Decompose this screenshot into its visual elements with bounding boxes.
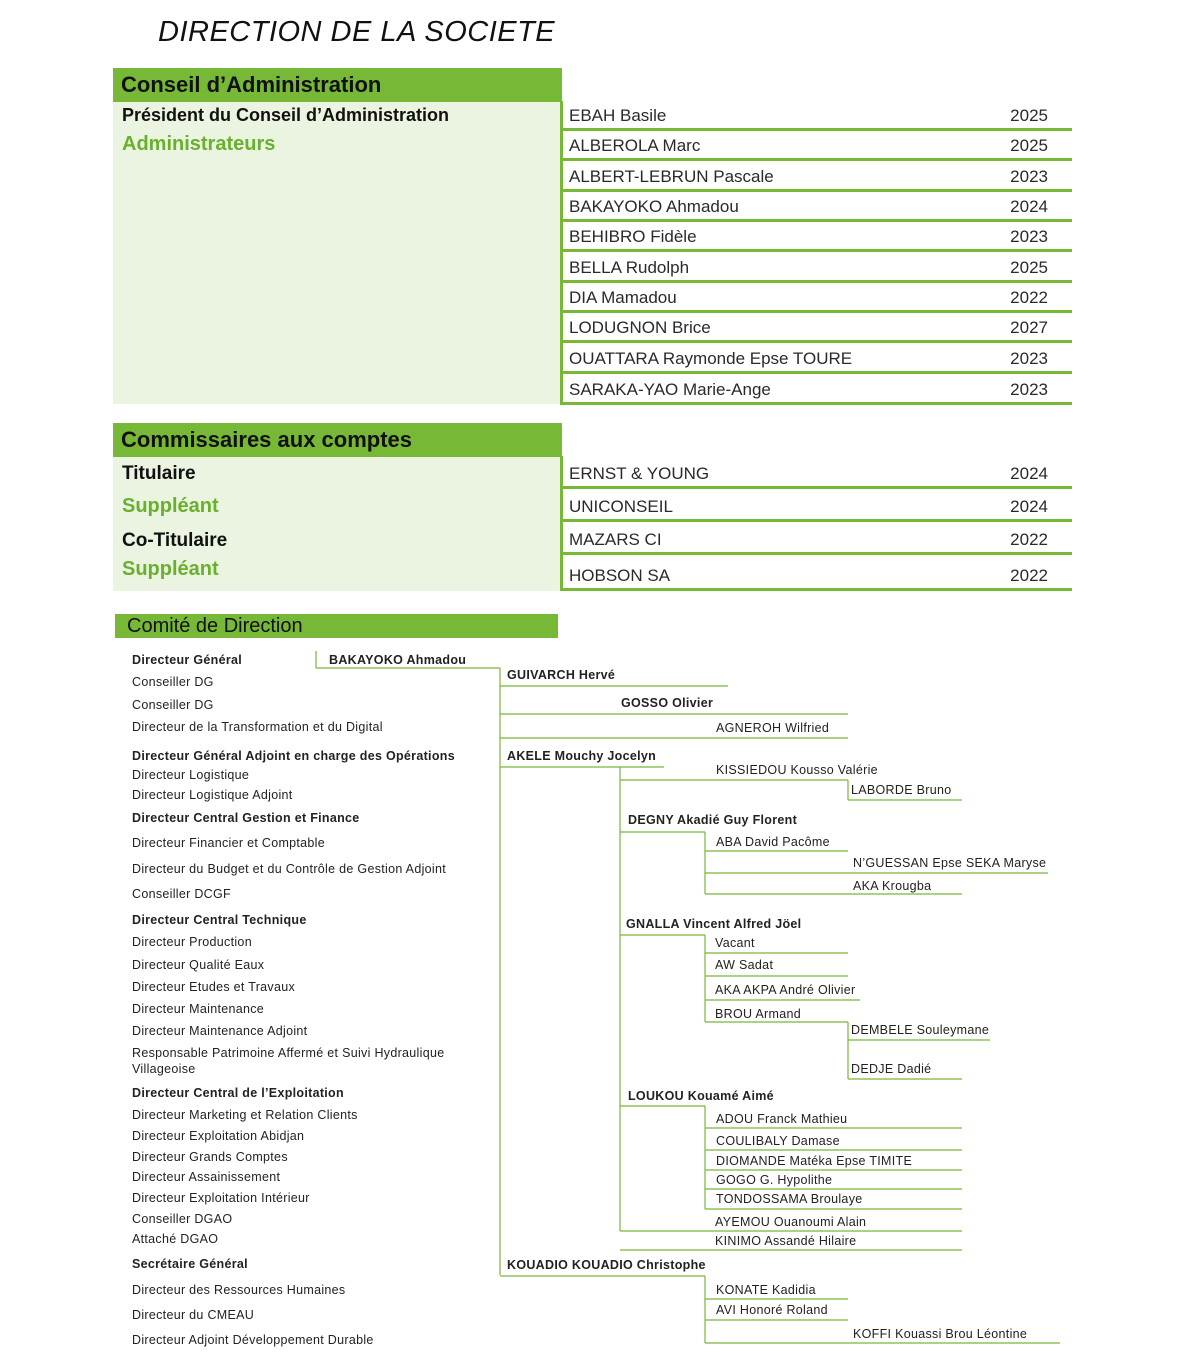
role-label: Directeur Exploitation Intérieur xyxy=(132,1191,310,1205)
committee-header: Comité de Direction xyxy=(115,614,558,638)
role-label: Directeur Central de l’Exploitation xyxy=(132,1086,344,1100)
member-name: DIA Mamadou xyxy=(569,288,677,307)
role-label: Directeur Marketing et Relation Clients xyxy=(132,1108,358,1122)
board-member-row xyxy=(560,222,1072,252)
person-name: AKELE Mouchy Jocelyn xyxy=(507,749,657,763)
person-name: AVI Honoré Roland xyxy=(716,1303,828,1317)
person-name: AW Sadat xyxy=(715,958,774,972)
role-label: Directeur Central Gestion et Finance xyxy=(132,811,360,825)
member-name: BELLA Rudolph xyxy=(569,258,690,277)
member-year: 2023 xyxy=(1010,380,1048,399)
board-member-row xyxy=(560,101,1072,131)
role-label: Conseiller DG xyxy=(132,698,214,712)
auditor-name: MAZARS CI xyxy=(569,530,662,549)
person-name: COULIBALY Damase xyxy=(716,1134,840,1148)
person-name: BROU Armand xyxy=(715,1007,801,1021)
person-name: KISSIEDOU Kousso Valérie xyxy=(716,763,878,777)
person-name: KONATE Kadidia xyxy=(716,1283,816,1297)
person-name: ADOU Franck Mathieu xyxy=(716,1112,848,1126)
auditor-name: HOBSON SA xyxy=(569,566,671,585)
person-name: Vacant xyxy=(715,936,755,950)
role-label: Directeur Financier et Comptable xyxy=(132,836,326,850)
auditor-name: ERNST & YOUNG xyxy=(569,464,710,483)
auditor-row xyxy=(560,522,1072,555)
role-label: Directeur Grands Comptes xyxy=(132,1150,288,1164)
person-name: DEGNY Akadié Guy Florent xyxy=(628,813,798,827)
auditor-year: 2022 xyxy=(1010,566,1048,585)
person-name: AKA Krougba xyxy=(853,879,932,893)
role-label: Directeur Exploitation Abidjan xyxy=(132,1129,305,1143)
auditor-year: 2022 xyxy=(1010,530,1048,549)
member-name: SARAKA-YAO Marie-Ange xyxy=(569,380,771,399)
role-label: Secrétaire Général xyxy=(132,1257,248,1271)
auditor-row xyxy=(560,456,1072,489)
person-name: GOSSO Olivier xyxy=(621,696,714,710)
auditor-label: Co-Titulaire xyxy=(122,530,228,551)
auditor-label: Suppléant xyxy=(122,558,219,580)
person-name: KOUADIO KOUADIO Christophe xyxy=(507,1258,706,1272)
role-label: Directeur des Ressources Humaines xyxy=(132,1283,346,1297)
person-name: GNALLA Vincent Alfred Jöel xyxy=(626,917,802,931)
board-member-row xyxy=(560,343,1072,374)
member-year: 2022 xyxy=(1010,288,1048,307)
role-label: Directeur de la Transformation et du Digital xyxy=(132,720,383,734)
role-label: Directeur Logistique xyxy=(132,768,250,782)
person-name: AGNEROH Wilfried xyxy=(716,721,830,735)
member-year: 2025 xyxy=(1010,258,1048,277)
member-year: 2023 xyxy=(1010,167,1048,186)
role-label: Directeur Général Adjoint en charge des Opérations xyxy=(132,749,455,763)
board-member-row xyxy=(560,192,1072,222)
board-member-row xyxy=(560,313,1072,343)
member-year: 2024 xyxy=(1010,197,1048,216)
member-year: 2025 xyxy=(1010,136,1048,155)
board-member-row xyxy=(560,161,1072,192)
auditor-year: 2024 xyxy=(1010,497,1048,516)
page-title: DIRECTION DE LA SOCIETE xyxy=(158,16,556,48)
role-label: Directeur du CMEAU xyxy=(132,1308,255,1322)
auditor-label: Suppléant xyxy=(122,495,219,517)
role-label: Directeur Général xyxy=(132,653,243,667)
member-name: ALBERT-LEBRUN Pascale xyxy=(569,167,774,186)
auditor-row xyxy=(560,555,1072,591)
person-name: LABORDE Bruno xyxy=(851,783,952,797)
board-member-row xyxy=(560,374,1072,405)
person-name: DEMBELE Souleymane xyxy=(851,1023,990,1037)
person-name: GOGO G. Hypolithe xyxy=(716,1173,833,1187)
auditor-name: UNICONSEIL xyxy=(569,497,673,516)
person-name: ABA David Pacôme xyxy=(716,835,830,849)
role-label: Conseiller DG xyxy=(132,675,214,689)
member-year: 2025 xyxy=(1010,106,1048,125)
auditor-label: Titulaire xyxy=(122,463,196,484)
role-label: Directeur Qualité Eaux xyxy=(132,958,265,972)
member-name: OUATTARA Raymonde Epse TOURE xyxy=(569,349,853,368)
role-label: Attaché DGAO xyxy=(132,1232,219,1246)
role-label: Directeur du Budget et du Contrôle de Gestion Adjoint xyxy=(132,862,447,876)
board-member-row xyxy=(560,131,1072,161)
board-member-row xyxy=(560,283,1072,313)
member-year: 2023 xyxy=(1010,227,1048,246)
person-name: N’GUESSAN Epse SEKA Maryse xyxy=(853,856,1047,870)
role-label: Directeur Maintenance xyxy=(132,1002,265,1016)
board-header: Conseil d’Administration xyxy=(113,68,562,102)
member-name: LODUGNON Brice xyxy=(569,318,711,337)
member-name: BEHIBRO Fidèle xyxy=(569,227,697,246)
role-label: Directeur Production xyxy=(132,935,252,949)
person-name: AKA AKPA André Olivier xyxy=(715,983,856,997)
person-name: BAKAYOKO Ahmadou xyxy=(329,653,467,667)
role-label: Directeur Logistique Adjoint xyxy=(132,788,293,802)
member-name: BAKAYOKO Ahmadou xyxy=(569,197,739,216)
role-label: Villageoise xyxy=(132,1062,196,1076)
member-name: ALBEROLA Marc xyxy=(569,136,701,155)
auditors-header: Commissaires aux comptes xyxy=(113,423,562,457)
person-name: DIOMANDE Matéka Epse TIMITE xyxy=(716,1154,913,1168)
president-label: Président du Conseil d’Administration xyxy=(122,105,450,125)
auditor-year: 2024 xyxy=(1010,464,1048,483)
member-year: 2023 xyxy=(1010,349,1048,368)
person-name: GUIVARCH Hervé xyxy=(507,668,616,682)
role-label: Directeur Assainissement xyxy=(132,1170,281,1184)
role-label: Conseiller DGAO xyxy=(132,1212,233,1226)
member-name: EBAH Basile xyxy=(569,106,667,125)
administrators-label: Administrateurs xyxy=(122,133,276,155)
auditor-row xyxy=(560,489,1072,522)
person-name: DEDJE Dadié xyxy=(851,1062,932,1076)
role-label: Directeur Central Technique xyxy=(132,913,307,927)
role-label: Responsable Patrimoine Affermé et Suivi Hydraulique xyxy=(132,1046,445,1060)
member-year: 2027 xyxy=(1010,318,1048,337)
person-name: TONDOSSAMA Broulaye xyxy=(716,1192,863,1206)
role-label: Directeur Etudes et Travaux xyxy=(132,980,296,994)
person-name: LOUKOU Kouamé Aimé xyxy=(628,1089,774,1103)
person-name: KOFFI Kouassi Brou Léontine xyxy=(853,1327,1028,1341)
role-label: Conseiller DCGF xyxy=(132,887,231,901)
role-label: Directeur Adjoint Développement Durable xyxy=(132,1333,374,1347)
board-member-row xyxy=(560,252,1072,283)
role-label: Directeur Maintenance Adjoint xyxy=(132,1024,308,1038)
person-name: AYEMOU Ouanoumi Alain xyxy=(715,1215,867,1229)
person-name: KINIMO Assandé Hilaire xyxy=(715,1234,857,1248)
